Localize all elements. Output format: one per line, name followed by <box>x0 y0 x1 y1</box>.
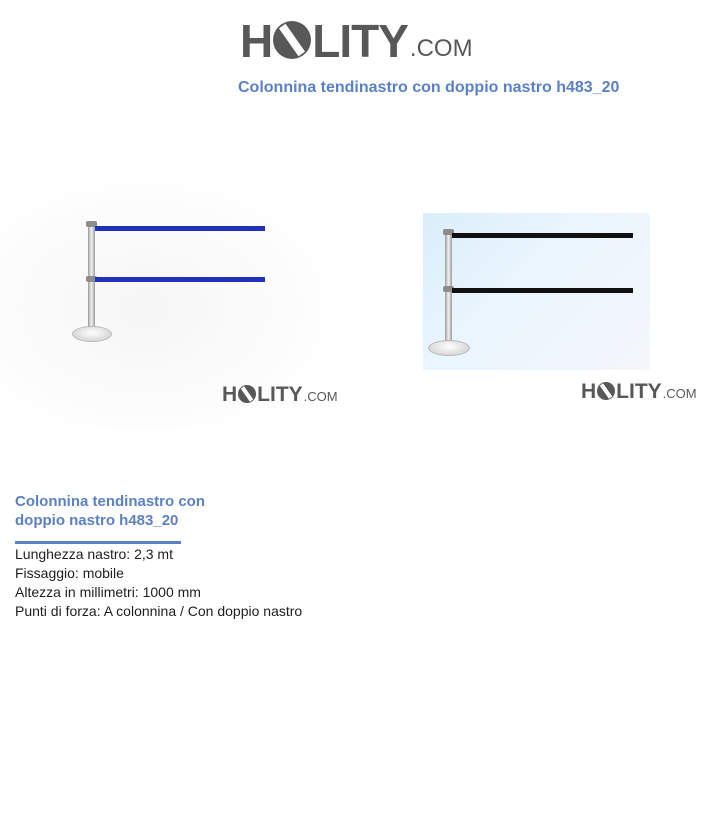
product-title <box>15 492 245 530</box>
product-image-black <box>423 213 650 370</box>
logo-o-icon <box>273 21 311 59</box>
spec-item: Lunghezza nastro: 2,3 mt <box>15 546 173 562</box>
title-underline <box>15 541 181 544</box>
spec-list <box>15 545 302 621</box>
product-title-line: Colonnina tendinastro con <box>15 493 205 510</box>
product-title-line: doppio nastro h483_20 <box>15 512 179 529</box>
holity-watermark-logo: H LITY .COM <box>581 380 697 403</box>
spec-item: Fissaggio: mobile <box>15 565 124 581</box>
logo-o-icon <box>597 382 615 400</box>
logo-o-icon <box>238 385 256 403</box>
tape-lower <box>452 288 633 293</box>
tape-upper <box>452 233 633 238</box>
holity-logo[interactable]: H LITY .COM <box>240 15 473 67</box>
spec-item: Altezza in millimetri: 1000 mm <box>15 584 201 600</box>
holity-watermark-logo: H LITY .COM <box>222 383 338 406</box>
tape-lower <box>95 277 265 282</box>
stanchion-base <box>72 326 112 342</box>
spec-item: Punti di forza: A colonnina / Con doppio nastro <box>15 603 303 619</box>
page-title: Colonnina tendinastro con doppio nastro h483_20 <box>238 79 620 96</box>
tape-upper <box>95 226 265 231</box>
stanchion-base <box>428 340 470 356</box>
